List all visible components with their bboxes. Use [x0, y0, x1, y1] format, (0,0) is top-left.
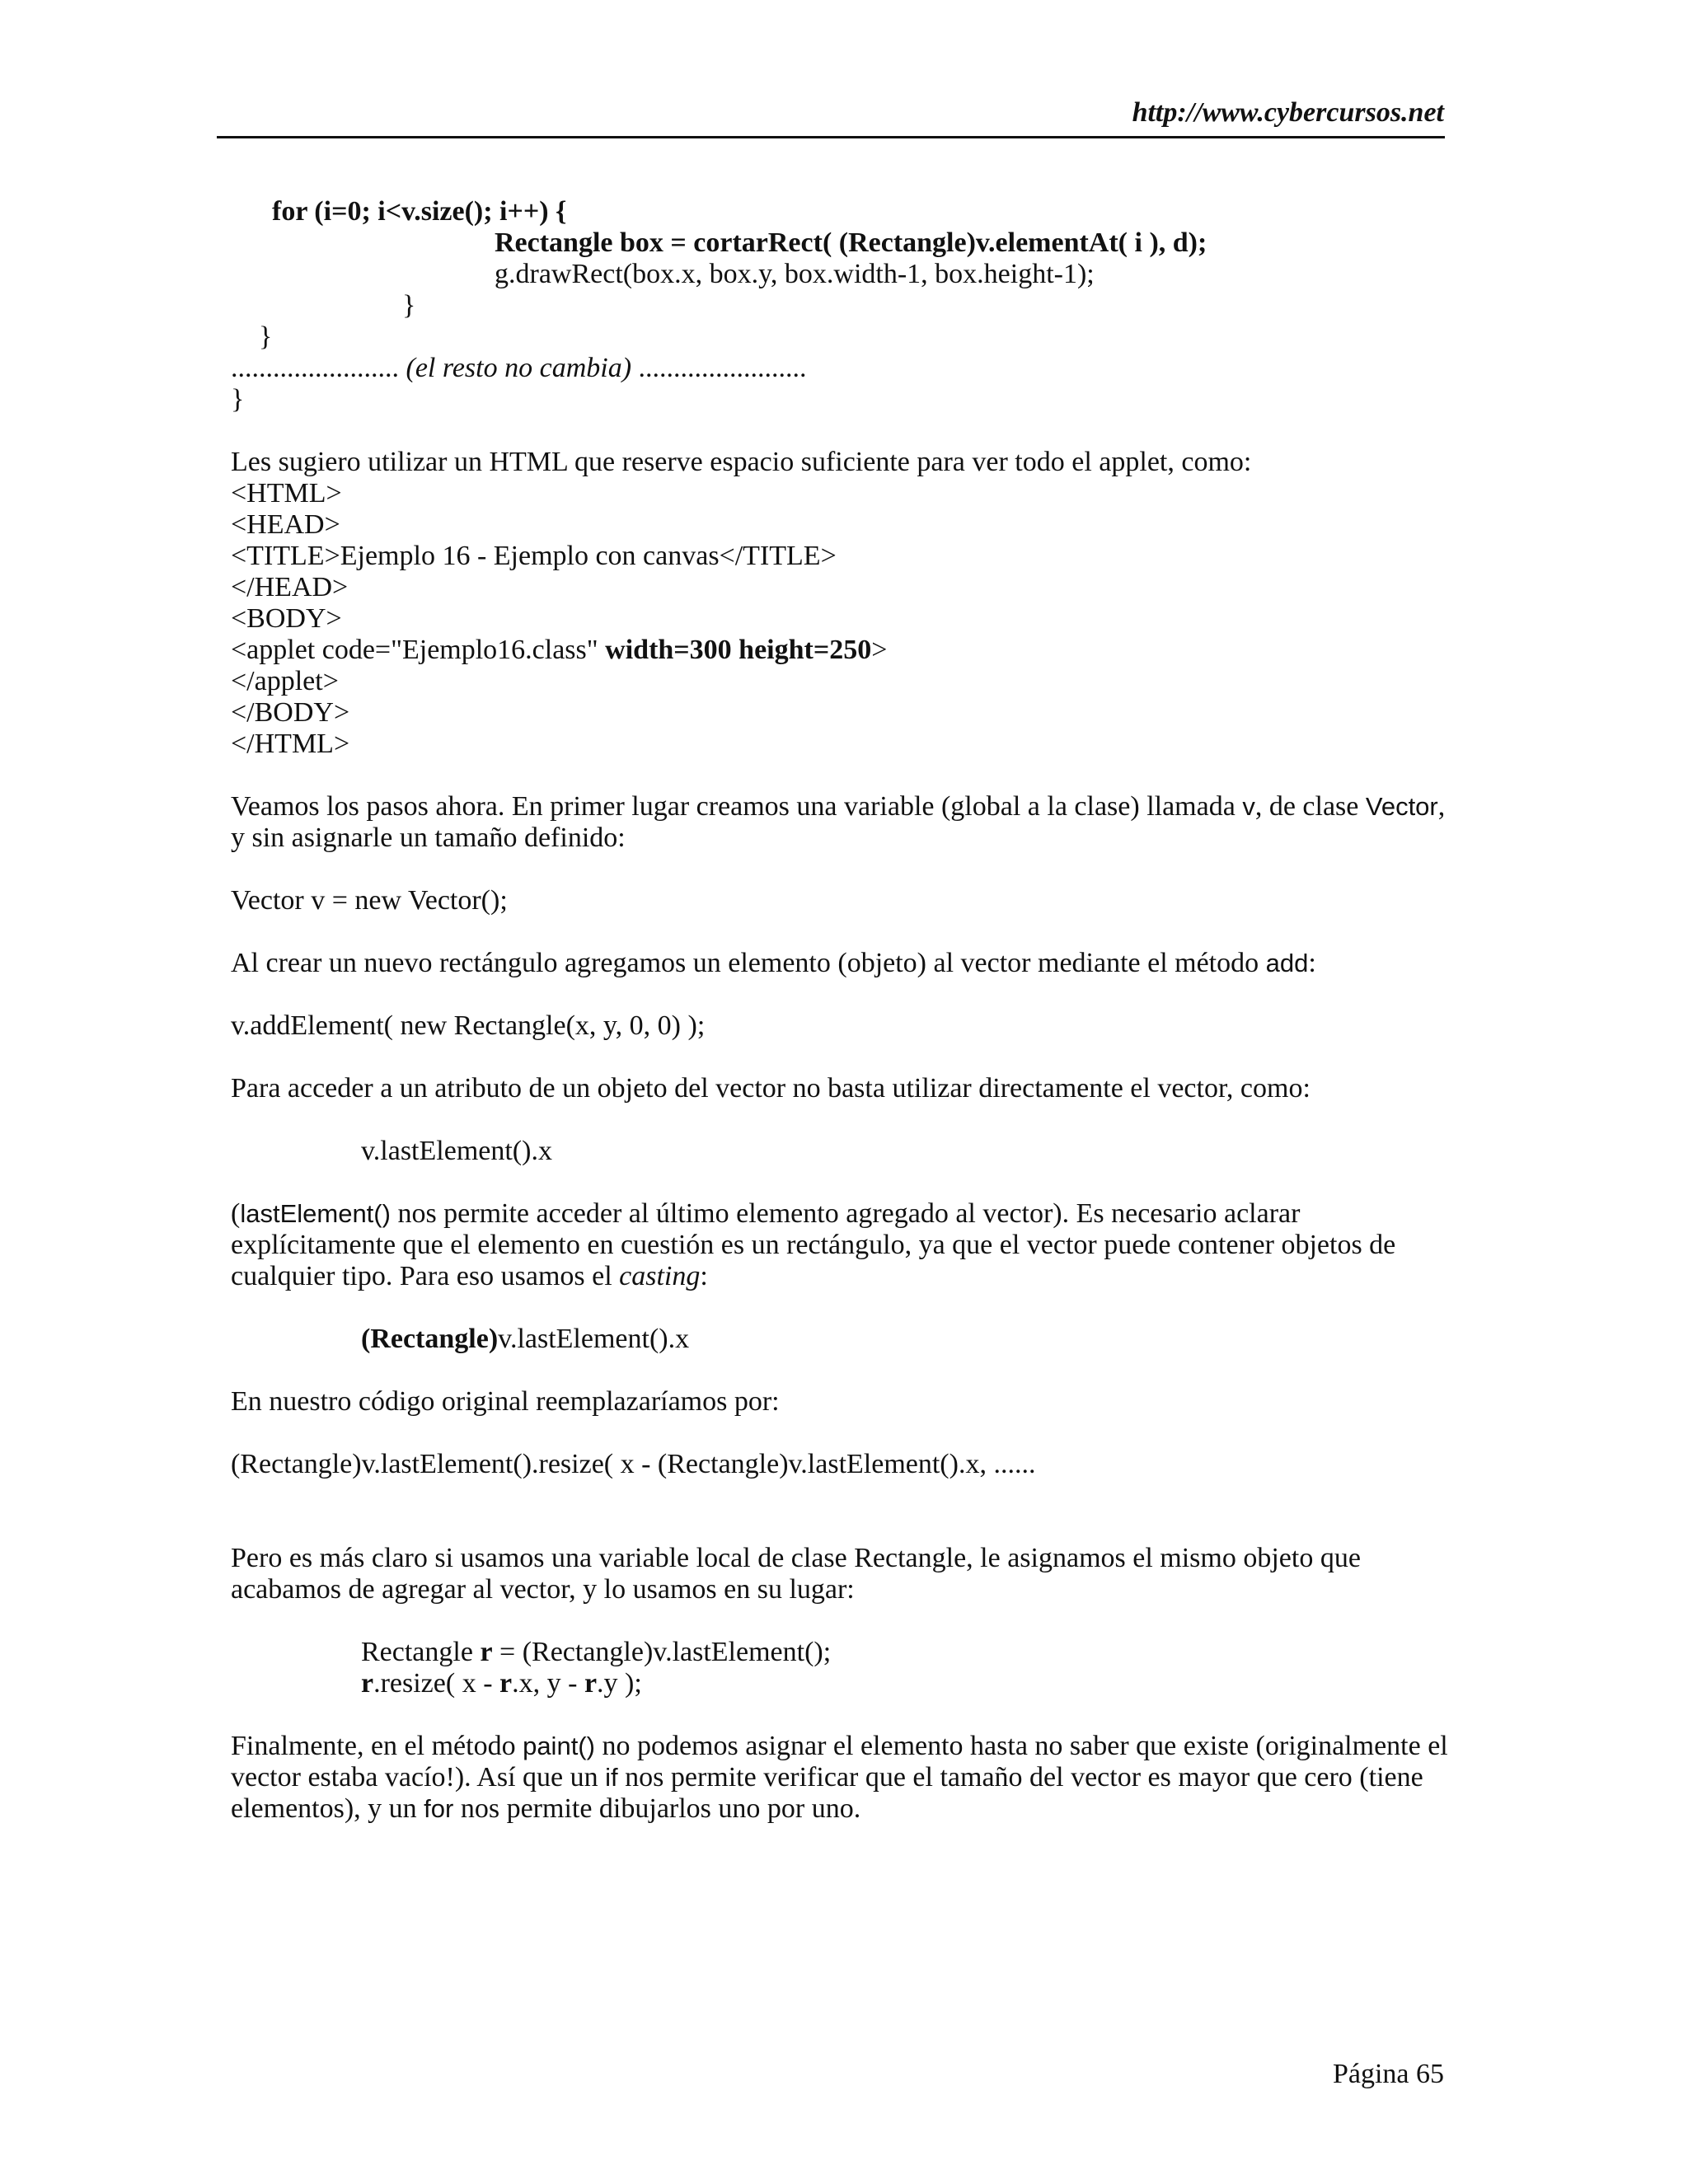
code-local-rect — [361, 1637, 831, 1668]
text: nos permite dibujarlos uno por uno. — [453, 1793, 861, 1824]
code-cast-last-element — [361, 1324, 689, 1355]
html-line-title: <TITLE>Ejemplo 16 - Ejemplo con canvas</TITLE> — [231, 541, 837, 571]
text: Al crear un nuevo rectángulo agregamos un elemento (objeto) al vector mediante el método — [231, 948, 1266, 978]
cast-rectangle: (Rectangle) — [361, 1324, 499, 1354]
text: no podemos asignar el elemento hasta no saber que existe (originalmente el — [594, 1731, 1448, 1761]
inline-code-last-element: lastElement() — [240, 1199, 391, 1228]
paragraph-steps — [231, 791, 1445, 823]
var-r: r — [480, 1637, 493, 1667]
text: , — [1437, 791, 1446, 822]
html-line-html: <HTML> — [231, 478, 342, 509]
text: = (Rectangle)v.lastElement(); — [492, 1637, 832, 1667]
var-r: r — [361, 1668, 374, 1699]
text: .resize( x - — [373, 1668, 500, 1699]
text: v.lastElement().x — [498, 1324, 690, 1354]
paragraph-last-element-line2: explícitamente que el elemento en cuestión es un rectángulo, ya que el vector puede contener objetos de — [231, 1230, 1396, 1260]
dots-right: ........................ — [631, 353, 807, 383]
inline-code-v: v — [1242, 792, 1255, 821]
code-resize-cast: (Rectangle)v.lastElement().resize( x - (Rectangle)v.lastElement().x, ...... — [231, 1449, 1036, 1479]
text: : — [1308, 948, 1316, 978]
html-intro: Les sugiero utilizar un HTML que reserve espacio suficiente para ver todo el applet, como: — [231, 447, 1252, 477]
paragraph-local-variable-line2: acabamos de agregar al vector, y lo usamos en su lugar: — [231, 1574, 855, 1605]
text: elementos), y un — [231, 1793, 424, 1824]
text: .y ); — [597, 1668, 642, 1699]
text: nos permite acceder al último elemento agregado al vector). Es necesario aclarar — [390, 1198, 1301, 1229]
header-url: http://www.cybercursos.net — [1132, 97, 1444, 128]
text: .x, y - — [512, 1668, 584, 1699]
text: vector estaba vacío!). Así que un — [231, 1762, 606, 1793]
paragraph-last-element-line3 — [231, 1261, 708, 1292]
paragraph-access: Para acceder a un atributo de un objeto del vector no basta utilizar directamente el vector, como: — [231, 1073, 1311, 1104]
code-for-loop: for (i=0; i<v.size(); i++) { — [272, 196, 567, 227]
casting-term: casting — [619, 1261, 701, 1291]
paragraph-last-element — [231, 1198, 1300, 1230]
paragraph-paint — [231, 1731, 1448, 1762]
code-vector-new: Vector v = new Vector(); — [231, 885, 508, 916]
text: , de clase — [1254, 791, 1366, 822]
paragraph-steps-line2: y sin asignarle un tamaño definido: — [231, 823, 626, 853]
html-line-html-close: </HTML> — [231, 729, 350, 759]
code-close-brace-inner: } — [402, 290, 416, 321]
html-line-applet — [231, 635, 887, 666]
text: nos permite verificar que el tamaño del vector es mayor que cero (tiene — [617, 1762, 1423, 1793]
text: : — [700, 1261, 708, 1291]
header-divider — [217, 136, 1445, 138]
paragraph-local-variable: Pero es más claro si usamos una variable local de clase Rectangle, le asignamos el mismo objeto que — [231, 1543, 1361, 1573]
var-r: r — [499, 1668, 513, 1699]
text: cualquier tipo. Para eso usamos el — [231, 1261, 620, 1291]
paragraph-add — [231, 948, 1316, 979]
applet-close-bracket: > — [871, 635, 888, 665]
inline-code-add: add — [1265, 949, 1309, 977]
applet-size-attr: width=300 height=250 — [605, 635, 872, 665]
inline-code-for: for — [424, 1794, 454, 1823]
code-draw-rect: g.drawRect(box.x, box.y, box.width-1, box.height-1); — [495, 259, 1095, 289]
html-line-body-close: </BODY> — [231, 697, 350, 728]
text: ( — [231, 1198, 241, 1229]
rest-unchanged-note: (el resto no cambia) — [406, 353, 632, 383]
inline-code-paint: paint() — [523, 1732, 595, 1760]
html-line-body: <BODY> — [231, 603, 342, 634]
code-rest-unchanged — [231, 353, 807, 384]
html-line-head-close: </HEAD> — [231, 572, 349, 602]
html-line-head: <HEAD> — [231, 509, 340, 540]
html-line-applet-close: </applet> — [231, 666, 339, 696]
code-close-brace-middle: } — [259, 321, 273, 352]
var-r: r — [584, 1668, 598, 1699]
applet-code-attr: <applet code="Ejemplo16.class" — [231, 635, 606, 665]
inline-code-vector: Vector — [1365, 792, 1438, 821]
text: Rectangle — [361, 1637, 481, 1667]
paragraph-paint-line3 — [231, 1793, 860, 1825]
code-add-element: v.addElement( new Rectangle(x, y, 0, 0) ); — [231, 1010, 706, 1041]
inline-code-if: if — [605, 1763, 618, 1792]
code-local-resize — [361, 1668, 642, 1699]
dots-left: ........................ — [231, 353, 406, 383]
code-last-element: v.lastElement().x — [361, 1136, 552, 1166]
paragraph-paint-line2 — [231, 1762, 1423, 1793]
text: Finalmente, en el método — [231, 1731, 523, 1761]
code-rectangle-box: Rectangle box = cortarRect( (Rectangle)v.elementAt( i ), d); — [495, 227, 1207, 258]
text: Veamos los pasos ahora. En primer lugar creamos una variable (global a la clase) llamada — [231, 791, 1243, 822]
code-close-brace-outer: } — [231, 384, 245, 415]
paragraph-replace: En nuestro código original reemplazaríamos por: — [231, 1386, 780, 1417]
page-number: Página 65 — [1332, 2059, 1444, 2089]
